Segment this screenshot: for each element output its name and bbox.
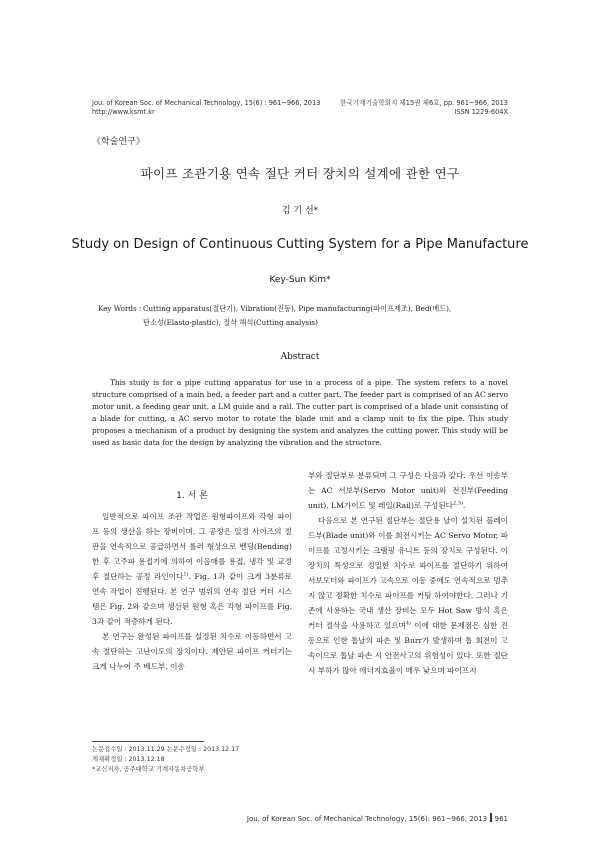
- footnote-divider: [92, 741, 204, 742]
- keywords-line-2: 탄소성(Elasto-plastic), 절삭 해석(Cutting analysis): [143, 318, 318, 327]
- footer-divider: [490, 813, 492, 822]
- journal-citation-korean: 한국기계기술학회지 제15권 제6호, pp. 961~966, 2013: [339, 99, 508, 107]
- abstract-body: This study is for a pipe cutting apparatus for use in a process of a pipe. The system refers to a novel structure comprised of a main bed, a feeder part and a cutter part. The feeder part is comprised of an AC servo motor unit, a feeding gear unit, a LM guide and a rail. The cutter part is comprised of a blade unit consisting of a blade for cutting, a AC servo motor to rotate the blade unit and a clamp unit to fix the pipe. This study proposes a mechanism of a product by designing the system and analyzes the cutting power. This study will be used as basic data for the design by analyzing the vibration and the structure.: [92, 378, 508, 447]
- journal-header-right: [340, 99, 508, 117]
- citation-ref: 4): [405, 620, 411, 627]
- footnote-received-date: 논문접수일 : 2013.11.29 논문수정일 : 2013.12.17: [92, 746, 240, 753]
- keywords-label: Key Words :: [98, 304, 142, 313]
- intro-paragraph-4: 다음으로 본 연구된 절단부는 절단용 날이 설치된 블레이드부(Blade unit)와 이를 회전시키는 AC Servo Motor, 파이프를 고정시키는 크램핑 유니트 등의 장치로 구성된다. 이 장치의 특성으로 정밀한 치수로 파이프를 절단하기 위하여 서보모터와 파이프가 고속으로 이동 중에도 연속적으로 멈추지 않고 정확한 치수로 파이프를 커팅 하여야한다. 그러나 기존에 사용하는 국내 생산 장비는 모두 Hot Saw 방식 혹은 커터 절삭을 사용하고 있으며$^{4)}$ 이에 대한 문제점은 심한 진동으로 인한 톱날의 파손 및 Burr가 발생하며 톱 회전이 고속이므로 톱날 파손 시 안전사고의 위험성이 있다. 또한 절단 시 부하가 많아 에너지효율이 매우 낮으며 파이프지: [308, 516, 508, 675]
- author-korean: 김 기 선*: [281, 206, 319, 216]
- footnote-corresponding-author: *교신저자, 공주대학교 기계자동차공학부: [92, 766, 205, 773]
- footnotes: [92, 745, 302, 775]
- footnote-accepted-date: 게재확정일 : 2013.12.18: [92, 756, 165, 763]
- title-english: Study on Design of Continuous Cutting System for a Pipe Manufacture: [71, 237, 529, 252]
- body-column-left: [92, 488, 292, 674]
- intro-heading: 1. 서 론: [176, 491, 208, 501]
- footer-citation: Jou. of Korean Soc. of Mechanical Technology, 15(6): 961~966, 2013: [246, 815, 488, 823]
- intro-paragraph-3: 부와 절단부로 분류되며 그 구성은 다음과 같다. 우선 이송부는 AC 서보부(Servo Motor unit)와 전진부(Feeding unit), LM가이드 및 레일(Rail)로 구성된다$^{2,3)}$.: [308, 471, 508, 510]
- journal-url[interactable]: http://www.ksmt.kr: [92, 108, 155, 116]
- journal-header-left: [92, 99, 320, 117]
- citation-ref: 1): [183, 571, 189, 578]
- keywords-line-1: Cutting apparatus(절단기), Vibration(진동), Pipe manufacturing(파이프제조), Bed(베드),: [143, 304, 452, 313]
- intro-paragraph-2: 본 연구는 완성된 파이프를 설정된 치수로 이동하면서 고속 절단하는 고난이도의 장치이다. 제안된 파이프 커터기는 크게 나누어 주 베드부, 이송: [92, 632, 292, 671]
- author-english: Key-Sun Kim*: [269, 275, 331, 285]
- page-number: 961: [494, 815, 508, 823]
- journal-citation: Jou. of Korean Soc. of Mechanical Technology, 15(6) : 961~966, 2013: [92, 99, 321, 107]
- intro-paragraph-1: 일반적으로 파이프 조관 작업은 원형파이프와 각형 파이프 등의 생산을 하는 장비이며, 그 공정은 일정 사이즈의 절판을 연속적으로 공급하면서 롤러 형상으로 벤딩(Bending)한 후 고주파 용접기에 의하여 이음매를 용접, 냉각 및 교정 후 절단하는 공정 라인이다$^{1)}$. Fig. 1과 같이 크게 3분류로 연속 작업이 진행된다. 본 연구 범위의 연속 절단 커터 시스템은 Fig. 2와 같으며 생산된 원형 혹은 각형 파이프를 Fig. 3과 같이 적층하게 된다.: [92, 512, 292, 626]
- issn: ISSN 1229-604X: [454, 108, 508, 116]
- keywords: [98, 302, 518, 330]
- section-tag: 《학술연구》: [92, 137, 145, 147]
- body-column-right: [308, 468, 508, 678]
- title-korean: 파이프 조관기용 연속 절단 커터 장치의 설계에 관한 연구: [140, 166, 460, 181]
- citation-ref: 2,3): [453, 500, 463, 507]
- page-footer: [247, 813, 508, 823]
- abstract-title: Abstract: [280, 352, 320, 362]
